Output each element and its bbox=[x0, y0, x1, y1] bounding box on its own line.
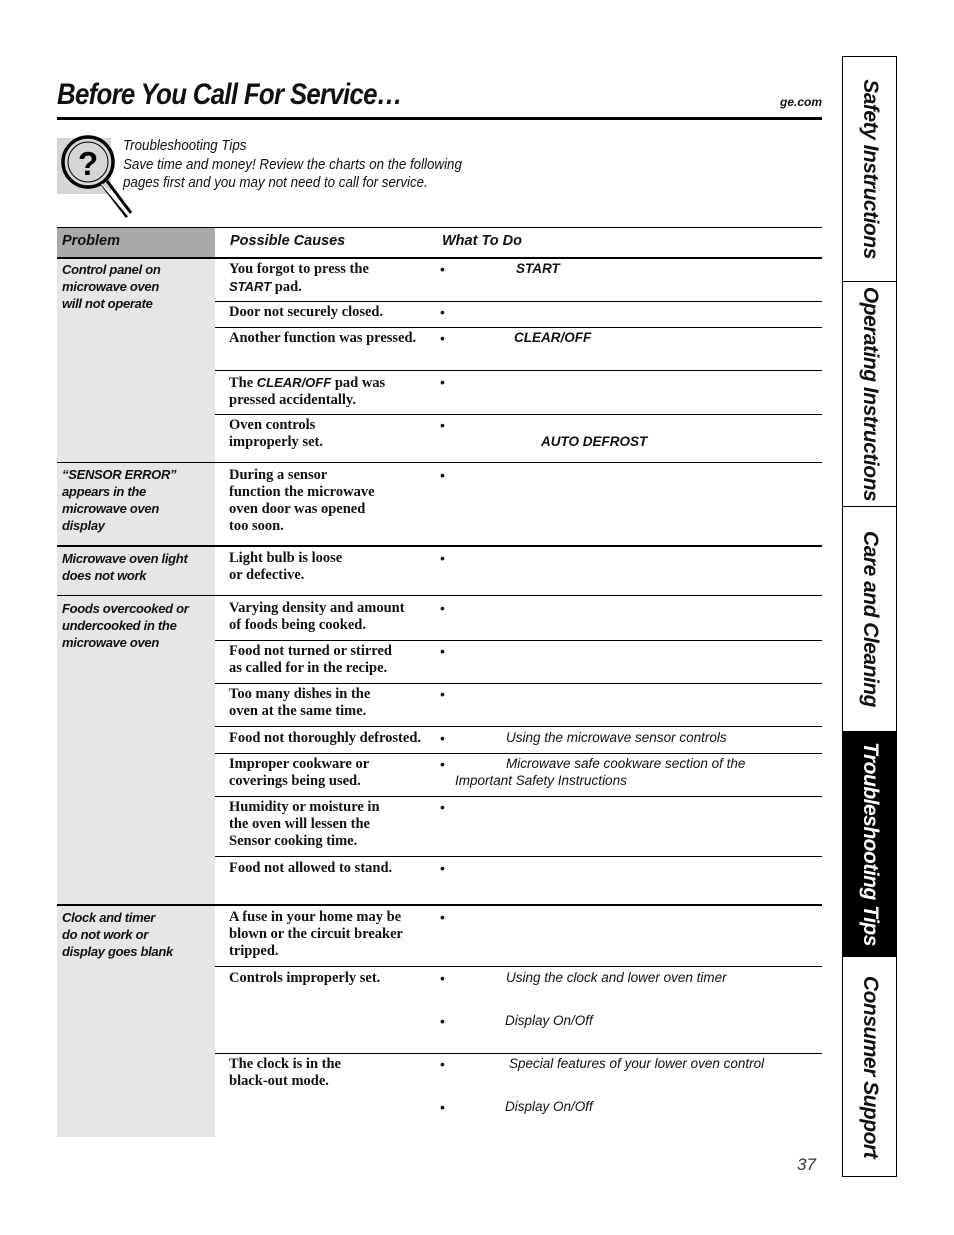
bullet: • bbox=[440, 860, 445, 876]
bullet: • bbox=[440, 686, 445, 702]
bullet: • bbox=[440, 417, 445, 433]
tab-troubleshooting-tips[interactable]: Troubleshooting Tips bbox=[843, 732, 897, 957]
cause-text: Food not allowed to stand. bbox=[229, 860, 393, 876]
problem-label: Microwave oven light does not work bbox=[62, 551, 188, 583]
todo-text: Using the microwave sensor controls bbox=[506, 730, 727, 745]
row-divider bbox=[215, 683, 822, 684]
intro-line: pages first and you may not need to call for service. bbox=[123, 175, 428, 191]
cause-text: Another function was pressed. bbox=[229, 330, 417, 346]
todo-text: Special features of your lower oven control bbox=[509, 1056, 765, 1071]
row-divider bbox=[215, 301, 822, 302]
bullet: • bbox=[440, 261, 445, 277]
cause-text: The clock is in the black-out mode. bbox=[229, 1056, 341, 1089]
website-label: ge.com bbox=[779, 95, 822, 109]
cause-text: Food not turned or stirred as called for in the recipe. bbox=[229, 643, 392, 676]
todo-text: Microwave safe cookware section of the bbox=[506, 756, 746, 771]
bullet: • bbox=[440, 467, 445, 483]
title-rule bbox=[57, 117, 822, 120]
tab-safety-instructions[interactable]: Safety Instructions bbox=[843, 57, 897, 282]
bullet: • bbox=[440, 970, 445, 986]
bullet: • bbox=[440, 330, 445, 346]
cause-text: Door not securely closed. bbox=[229, 304, 384, 320]
todo-text: Using the clock and lower oven timer bbox=[506, 970, 727, 985]
todo-header: What To Do bbox=[442, 233, 522, 249]
row-divider bbox=[215, 1053, 822, 1054]
bullet: • bbox=[440, 799, 445, 815]
cause-text: A fuse in your home may be blown or the circuit breaker tripped. bbox=[229, 909, 403, 959]
tab-consumer-support[interactable]: Consumer Support bbox=[859, 975, 882, 1158]
cause-text: During a sensor function the microwave oven door was opened too soon. bbox=[229, 467, 375, 534]
row-divider bbox=[215, 327, 822, 328]
cause-text: Light bulb is loose or defective. bbox=[229, 550, 343, 583]
todo-text: Display On/Off bbox=[505, 1099, 593, 1114]
bullet: • bbox=[440, 374, 445, 390]
problem-label: “SENSOR ERROR” appears in the microwave oven display bbox=[62, 467, 177, 533]
problem-column bbox=[57, 259, 215, 1137]
cause-text: You forgot to press the START pad. bbox=[229, 261, 369, 295]
bullet: • bbox=[440, 600, 445, 616]
cause-text: Varying density and amount of foods being cooked. bbox=[229, 600, 405, 633]
todo-text: Important Safety Instructions bbox=[455, 773, 627, 788]
problem-header: Problem bbox=[62, 233, 121, 249]
row-divider bbox=[215, 796, 822, 797]
page-number: 37 bbox=[797, 1155, 816, 1174]
bullet: • bbox=[440, 1099, 445, 1115]
cause-text: Improper cookware or coverings being used. bbox=[229, 756, 370, 789]
row-divider bbox=[215, 414, 822, 415]
row-divider bbox=[215, 966, 822, 967]
todo-text: AUTO DEFROST bbox=[541, 434, 648, 449]
problem-label: Control panel on microwave oven will not operate bbox=[62, 262, 161, 311]
bullet: • bbox=[440, 550, 445, 566]
bullet: • bbox=[440, 730, 445, 746]
row-divider bbox=[215, 726, 822, 727]
intro-heading: Troubleshooting Tips bbox=[123, 138, 247, 154]
problem-label: Clock and timer do not work or display goes blank bbox=[62, 910, 173, 959]
bullet: • bbox=[440, 1056, 445, 1072]
row-divider bbox=[215, 856, 822, 857]
bullet: • bbox=[440, 756, 445, 772]
bullet: • bbox=[440, 1013, 445, 1029]
cause-text: The CLEAR/OFF pad was pressed accidentally. bbox=[229, 375, 386, 408]
row-divider bbox=[57, 545, 822, 547]
cause-text: Oven controls improperly set. bbox=[229, 417, 323, 450]
cause-text: Too many dishes in the oven at the same time. bbox=[229, 686, 371, 719]
row-divider bbox=[57, 904, 822, 906]
cause-text: Controls improperly set. bbox=[229, 970, 381, 986]
troubleshooting-intro bbox=[123, 137, 462, 193]
todo-text: START bbox=[516, 261, 560, 276]
cause-text: Food not thoroughly defrosted. bbox=[229, 730, 422, 746]
row-divider bbox=[215, 640, 822, 641]
tab-care-and-cleaning[interactable]: Care and Cleaning bbox=[843, 507, 897, 732]
todo-text: Display On/Off bbox=[505, 1013, 593, 1028]
tab-operating-instructions[interactable]: Operating Instructions bbox=[843, 282, 897, 507]
bullet: • bbox=[440, 643, 445, 659]
todo-text: CLEAR/OFF bbox=[514, 330, 592, 345]
row-divider bbox=[215, 753, 822, 754]
page-title: Before You Call For Service… bbox=[57, 78, 402, 111]
problem-label: Foods overcooked or undercooked in the microwave oven bbox=[62, 601, 189, 650]
svg-text:?: ? bbox=[78, 145, 99, 182]
row-divider bbox=[215, 370, 822, 371]
row-divider bbox=[57, 462, 822, 463]
causes-header: Possible Causes bbox=[230, 233, 346, 249]
row-divider bbox=[57, 595, 822, 596]
bullet: • bbox=[440, 304, 445, 320]
intro-line: Save time and money! Review the charts on the following bbox=[123, 156, 462, 173]
bullet: • bbox=[440, 909, 445, 925]
cause-text: Humidity or moisture in the oven will lessen the Sensor cooking time. bbox=[229, 799, 380, 849]
